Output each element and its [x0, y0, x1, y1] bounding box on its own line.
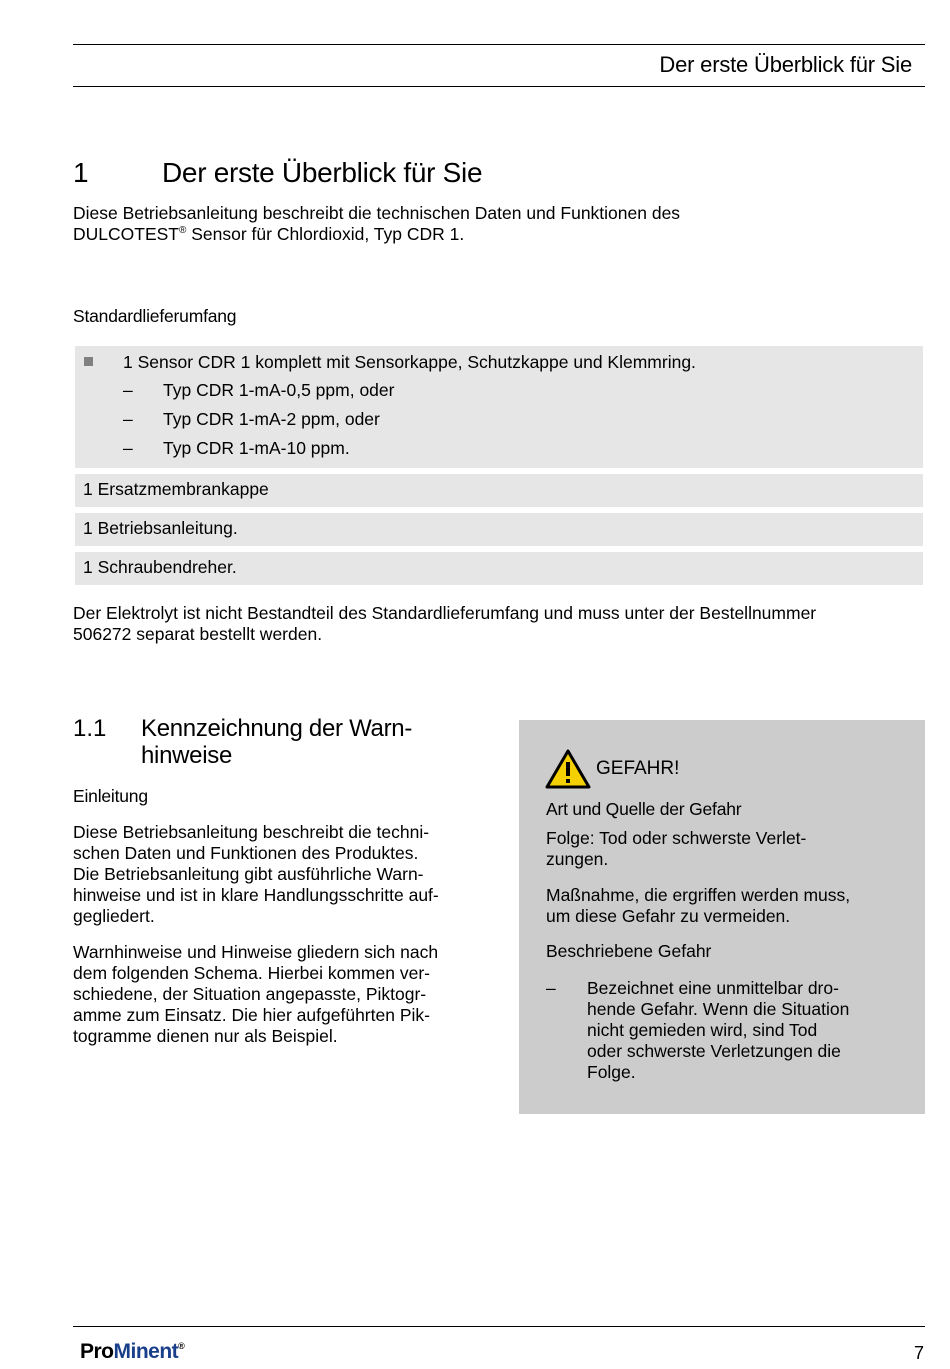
scope-main-box — [75, 346, 923, 468]
text-line: Die Betriebsanleitung gibt ausführliche Warn- — [73, 864, 424, 884]
text-line: amme zum Einsatz. Die hier aufgeführten Pik- — [73, 1005, 430, 1025]
page-number: 7 — [913, 1343, 924, 1363]
danger-label: GEFAHR! — [596, 758, 680, 779]
section-number: 1 — [73, 157, 89, 188]
warning-triangle-icon — [545, 749, 591, 789]
scope-main-item: 1 Sensor CDR 1 komplett mit Sensorkappe, Schutzkappe und Klemmring. — [123, 352, 696, 372]
title-line: hinweise — [141, 742, 232, 769]
text-line: oder schwerste Verletzungen die — [587, 1041, 841, 1061]
text-line: Diese Betriebsanleitung beschreibt die techni- — [73, 822, 430, 842]
text-line: hinweise und ist in klare Handlungsschritte auf- — [73, 885, 439, 905]
dash-marker: – — [123, 380, 133, 400]
dash-marker: – — [546, 978, 556, 998]
text-line: gegliedert. — [73, 906, 155, 926]
scope-sub-item: Typ CDR 1-mA-10 ppm. — [163, 438, 350, 458]
note-line: 506272 separat bestellt werden. — [73, 624, 323, 644]
intro-line: Diese Betriebsanleitung beschreibt die technischen Daten und Funktionen des — [73, 203, 681, 223]
scheme-text — [73, 942, 493, 1047]
danger-described: Beschriebene Gefahr — [546, 941, 712, 961]
intro-text — [73, 822, 493, 927]
registered-mark: ® — [178, 225, 187, 236]
logo-part: Pro — [80, 1340, 114, 1363]
square-bullet-icon — [84, 357, 93, 366]
text-line: hende Gefahr. Wenn die Situation — [587, 999, 850, 1019]
title-line: Kennzeichnung der Warn- — [141, 715, 413, 742]
subsection-title — [141, 715, 412, 769]
danger-description — [587, 978, 907, 1083]
intro-paragraph — [73, 203, 680, 245]
text-line: Bezeichnet eine unmittelbar dro- — [587, 978, 839, 998]
product-desc: Sensor für Chlordioxid, Typ CDR 1. — [186, 224, 465, 244]
scope-sub-item: Typ CDR 1-mA-2 ppm, oder — [163, 409, 380, 429]
text-line: Folge. — [587, 1062, 636, 1082]
text-line: Warnhinweise und Hinweise gliedern sich nach — [73, 942, 439, 962]
danger-measure — [546, 885, 896, 927]
text-line: togramme dienen nur als Beispiel. — [73, 1026, 338, 1046]
text-line: Folge: Tod oder schwerste Verlet- — [546, 828, 807, 848]
scope-sub-item: Typ CDR 1-mA-0,5 ppm, oder — [163, 380, 395, 400]
electrolyte-note — [73, 603, 816, 645]
text-line: zungen. — [546, 849, 609, 869]
text-line: dem folgenden Schema. Hierbei kommen ver- — [73, 963, 430, 983]
footer-rule — [73, 1326, 925, 1327]
text-line: um diese Gefahr zu vermeiden. — [546, 906, 791, 926]
scope-row-box — [75, 513, 923, 546]
text-line: nicht gemieden wird, sind Tod — [587, 1020, 818, 1040]
text-line: Maßnahme, die ergriffen werden muss, — [546, 885, 851, 905]
scope-heading: Standardlieferumfang — [73, 306, 237, 326]
prominent-logo — [80, 1340, 184, 1364]
scope-row-box — [75, 552, 923, 585]
danger-heading: Art und Quelle der Gefahr — [546, 799, 742, 819]
scope-row-text: 1 Schraubendreher. — [83, 557, 237, 577]
logo-part: Minent — [113, 1340, 179, 1363]
dash-marker: – — [123, 409, 133, 429]
subsection-number: 1.1 — [73, 715, 107, 742]
intro-line — [73, 224, 680, 245]
scope-row-text: 1 Betriebsanleitung. — [83, 518, 238, 538]
note-line: Der Elektrolyt ist nicht Bestandteil des Standardlieferumfang und muss unter der Bestellnummer — [73, 603, 817, 623]
header-top-rule — [73, 44, 925, 45]
text-line: schiedene, der Situation angepasste, Piktogr- — [73, 984, 427, 1004]
danger-consequence — [546, 828, 896, 870]
section-title: Der erste Überblick für Sie — [162, 157, 483, 188]
intro-subheading: Einleitung — [73, 786, 148, 806]
danger-notice-box — [519, 720, 925, 1114]
product-name: DULCOTEST — [73, 224, 179, 244]
registered-mark: ® — [178, 1341, 185, 1351]
scope-row-text: 1 Ersatzmembrankappe — [83, 479, 269, 499]
dash-marker: – — [123, 438, 133, 458]
scope-row-box — [75, 474, 923, 507]
running-head: Der erste Überblick für Sie — [659, 52, 912, 77]
text-line: schen Daten und Funktionen des Produktes. — [73, 843, 419, 863]
header-bottom-rule — [73, 86, 925, 87]
